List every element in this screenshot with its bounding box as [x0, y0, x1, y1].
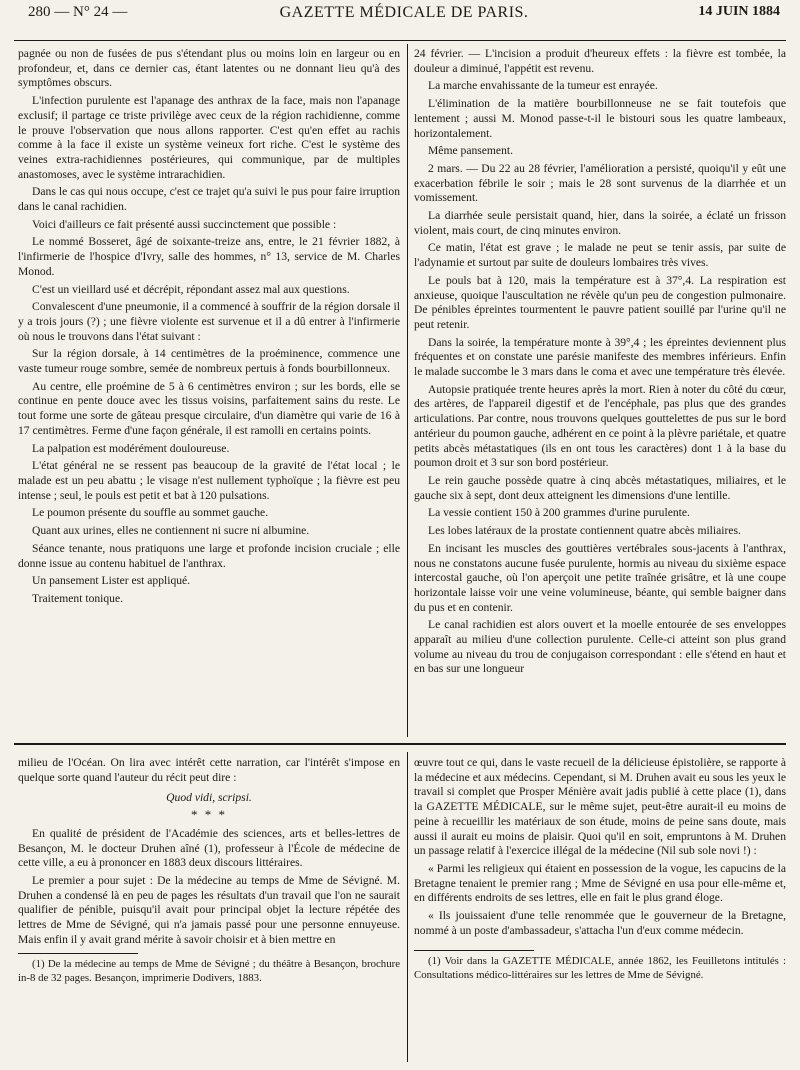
article-column-left: [18, 47, 400, 610]
paragraph: La palpation est modérément douloureuse.: [32, 441, 230, 455]
paragraph: Sur la région dorsale, à 14 centimètres de la proéminence, commence une vaste tumeur rouge sombre, semée de nombreux pertuis à fonds bourbillonneux.: [18, 347, 400, 376]
feuilleton-divider: [14, 743, 786, 745]
footnote-rule: [414, 950, 534, 951]
paragraph: L'infection purulente est l'apanage des anthrax de la face, mais non l'apanage exclusif; il partage ce triste privilège avec ceux de la région rachidienne, comme le prouve l'observation que nous allons rapporter. C'est qu'en effet au rachis comme à la face il existe un système veineux fort riche. C'est le système des veines extra-rachidiennes postérieures, qui communique, par de multiples anastomoses, avec le système intrarachidien.: [18, 94, 400, 181]
paragraph: L'état général ne se ressent pas beaucoup de la gravité de l'état local ; le malade est un peu abattu ; le visage n'est nullement typhoïque ; la fièvre est peu intense ; seul, le pouls est petit et bat à 120 pulsations.: [18, 459, 400, 502]
bottom-column-divider: [407, 752, 408, 1062]
paragraph: milieu de l'Océan. On lira avec intérêt cette narration, car l'intérêt s'impose en quelque sorte quand l'auteur du récit peut dire :: [18, 756, 400, 784]
paragraph: Les lobes latéraux de la prostate contiennent quatre abcès miliaires.: [428, 524, 741, 538]
page-number: 280: [28, 4, 51, 20]
paragraph: Dans le cas qui nous occupe, c'est ce trajet qu'a suivi le pus pour faire irruption dans le canal rachidien.: [18, 185, 400, 214]
quoted-paragraph: « Parmi les religieux qui étaient en possession de la vogue, les capucins de la Bretagne tenaient le premier rang ; Mme de Sévigné en usa pour elle-même et, en différents endroits de ses lettres, elle en fait le plus grand éloge.: [414, 861, 786, 905]
issue-date: 14 JUIN 1884: [698, 4, 780, 19]
paragraph: Le premier a pour sujet : De la médecine au temps de Mme de Sévigné. M. Druhen a condensé là en peu de pages les résultats d'un travail que l'on ne saurait qualifier de pénible, puisqu'il avait pour principal objet la lecture répétée des lettres de Mme de Sévigné, qui n'a jamais passé pour une personne ennuyeuse. Mais enfin il y avait grand mérite à savoir choisir et à bien mettre en: [18, 873, 400, 946]
article-column-right: [414, 47, 786, 680]
quoted-paragraph: « Ils jouissaient d'une telle renommée que le gouverneur de la Bretagne, nommé à un poste d'ambassadeur, s'attacha l'un d'eux comme médecin.: [414, 909, 786, 937]
paragraph: L'élimination de la matière bourbillonneuse ne se fait toutefois que lentement ; aussi M. Monod passe-t-il le bistouri sous les quatre lambeaux, horizontalement.: [414, 97, 786, 140]
paragraph: C'est un vieillard usé et décrépit, répondant assez mal aux questions.: [32, 282, 350, 296]
paragraph: œuvre tout ce qui, dans le vaste recueil de la délicieuse épistolière, se rapporte à la médecine et aux médecins. Cependant, si M. Druhen avait eu sous les yeux le travail si complet que Prosper Ménière avait jadis publié à cette place (1), dans la GAZETTE MÉDICALE, sur le même sujet, peut-être aurait-il eu moins de peine à recueillir les matériaux de son étude, moins de peine sans doute, mais aussi il aurait eu moins de plaisir. Quoi qu'il en soit, empruntons à M. Druhen un passage relatif à l'exercice illégal de la médecine (Nil sub sole novi !) :: [414, 756, 786, 858]
paragraph: pagnée ou non de fusées de pus s'étendant plus ou moins loin en largeur ou en profondeur, et, dans ce dernier cas, étant latentes ou ne donnant lieu qu'à des symptômes obscurs.: [18, 47, 400, 90]
feuilleton-column-right: [414, 756, 786, 982]
issue-number: — N° 24 —: [54, 4, 128, 20]
footnote: [414, 955, 786, 982]
paragraph: Convalescent d'une pneumonie, il a commencé à souffrir de la région dorsale il y a trois jours (?) ; une fièvre violente est survenue et il a dû entrer à l'infirmerie où nous le trouvons dans l'état suivant :: [18, 300, 400, 343]
paragraph: La marche envahissante de la tumeur est enrayée.: [428, 79, 658, 93]
paragraph: En incisant les muscles des gouttières vertébrales sous-jacents à l'anthrax, nous ne constatons aucune fusée purulente, hormis au niveau du sixième espace intercostal gauche, où l'on aperçoit une petite traînée grisâtre, et là une coupe horizontale laisse voir une veine volumineuse, béante, qui semble baigner dans du pus et en contenir.: [414, 541, 786, 614]
latin-quote: Quod vidi, scripsi.: [166, 791, 252, 805]
feuilleton-column-left: [18, 756, 400, 985]
paragraph: La vessie contient 150 à 200 grammes d'urine purulente.: [428, 506, 690, 520]
top-column-divider: [407, 44, 408, 737]
paragraph: En qualité de président de l'Académie des sciences, arts et belles-lettres de Besançon, M. le docteur Druhen aîné (1), professeur à l'École de médecine de cette ville, a eu à prononcer en 1883 deux discours littéraires.: [18, 826, 400, 870]
paragraph: La diarrhée seule persistait quand, hier, dans la soirée, a éclaté un frisson violent, mais court, de cinq minutes environ.: [414, 209, 786, 237]
section-stars: * * *: [191, 807, 227, 823]
paragraph: Le nommé Bosseret, âgé de soixante-treize ans, entre, le 21 février 1882, à l'infirmerie de l'hospice d'Ivry, salle des hommes, n° 13, service de M. Charles Monod.: [18, 235, 400, 278]
paragraph: Le rein gauche possède quatre à cinq abcès métastatiques, miliaires, et le gauche six à sept, dont deux atteignent les dimensions d'une lentille.: [414, 473, 786, 502]
paragraph: Le canal rachidien est alors ouvert et la moelle entourée de ses enveloppes apparaît au milieu d'une collection purulente. Celle-ci atteint son plus grand volume au niveau du trou de conjugaison correspondant : elle s'étend en haut et en bas sur une longueur: [414, 618, 786, 676]
footnote-text: (1) De la médecine au temps de Mme de Sévigné ; du théâtre à Besançon, brochure in-8 de 32 pages. Besançon, imprimerie Dodivers, 1883.: [18, 958, 400, 984]
header-rule: [14, 40, 786, 41]
paragraph: Au centre, elle proémine de 5 à 6 centimètres environ ; sur les bords, elle se continue en pente douce avec les tissus voisins, parfaitement sains du reste. Le tout forme une sorte de gâteau presque circulaire, d'un diamètre qui varie de 16 à 17 centimètres. Ferme d'une façon générale, il est ramolli en certains points.: [18, 379, 400, 437]
paragraph: Quant aux urines, elles ne contiennent ni sucre ni albumine.: [32, 524, 310, 538]
paragraph: Dans la soirée, la température monte à 39°,4 ; les épreintes deviennent plus fréquentes et on constate une parésie manifeste des membres inférieurs. Enfin le malade succombe le 3 mars dans le coma et avec une température très élevée.: [414, 335, 786, 379]
footnote-rule: [18, 953, 138, 954]
footnote-text: (1) Voir dans la GAZETTE MÉDICALE, année 1862, les Feuilletons intitulés : Consultations médico-littéraires sur les lettres de Mme de Sévigné.: [414, 955, 786, 981]
paragraph: Le pouls bat à 120, mais la température est à 37°,4. La respiration est anxieuse, quoique l'auscultation ne révèle qu'un peu de congestion pulmonaire. De pénibles épreintes tourmentent le pauvre patient souillé par l'urine qu'il ne peut retenir.: [414, 273, 786, 331]
page-header: [28, 4, 780, 36]
paragraph: Autopsie pratiquée trente heures après la mort. Rien à noter du côté du cœur, des artères, de l'appareil digestif et de l'encéphale, pas plus que des grandes articulations. Par contre, nous trouvons quelques gouttelettes de pus sur le bord antérieur du poumon gauche, adhérent en ce point à la plèvre pariétale, et quatre petits abcès métastatiques (ils en ont tous les caractères) dont 1 à la base du poumon droit et 3 sur son bord postérieur.: [414, 382, 786, 470]
paragraph: Séance tenante, nous pratiquons une large et profonde incision cruciale ; elle donne issue au contenu habituel de l'anthrax.: [18, 541, 400, 570]
paragraph: 24 février. — L'incision a produit d'heureux effets : la fièvre est tombée, la douleur a diminué, l'appétit est revenu.: [414, 47, 786, 75]
paragraph: Ce matin, l'état est grave ; le malade ne peut se tenir assis, par suite de l'adynamie et surtout par suite de douleurs lombaires très vives.: [414, 241, 786, 270]
paragraph: Même pansement.: [428, 144, 513, 158]
paragraph: 2 mars. — Du 22 au 28 février, l'amélioration a persisté, quoiqu'il y eût une exacerbation fébrile le soir ; mais le 28 sont survenus de la diarrhée et un vomissement.: [414, 161, 786, 205]
publication-title: GAZETTE MÉDICALE DE PARIS.: [279, 4, 529, 21]
paragraph: Traitement tonique.: [32, 591, 124, 605]
paragraph: Un pansement Lister est appliqué.: [32, 574, 191, 588]
paragraph: Voici d'ailleurs ce fait présenté aussi succinctement que possible :: [32, 217, 337, 231]
paragraph: Le poumon présente du souffle au sommet gauche.: [32, 506, 269, 520]
footnote: [18, 958, 400, 985]
